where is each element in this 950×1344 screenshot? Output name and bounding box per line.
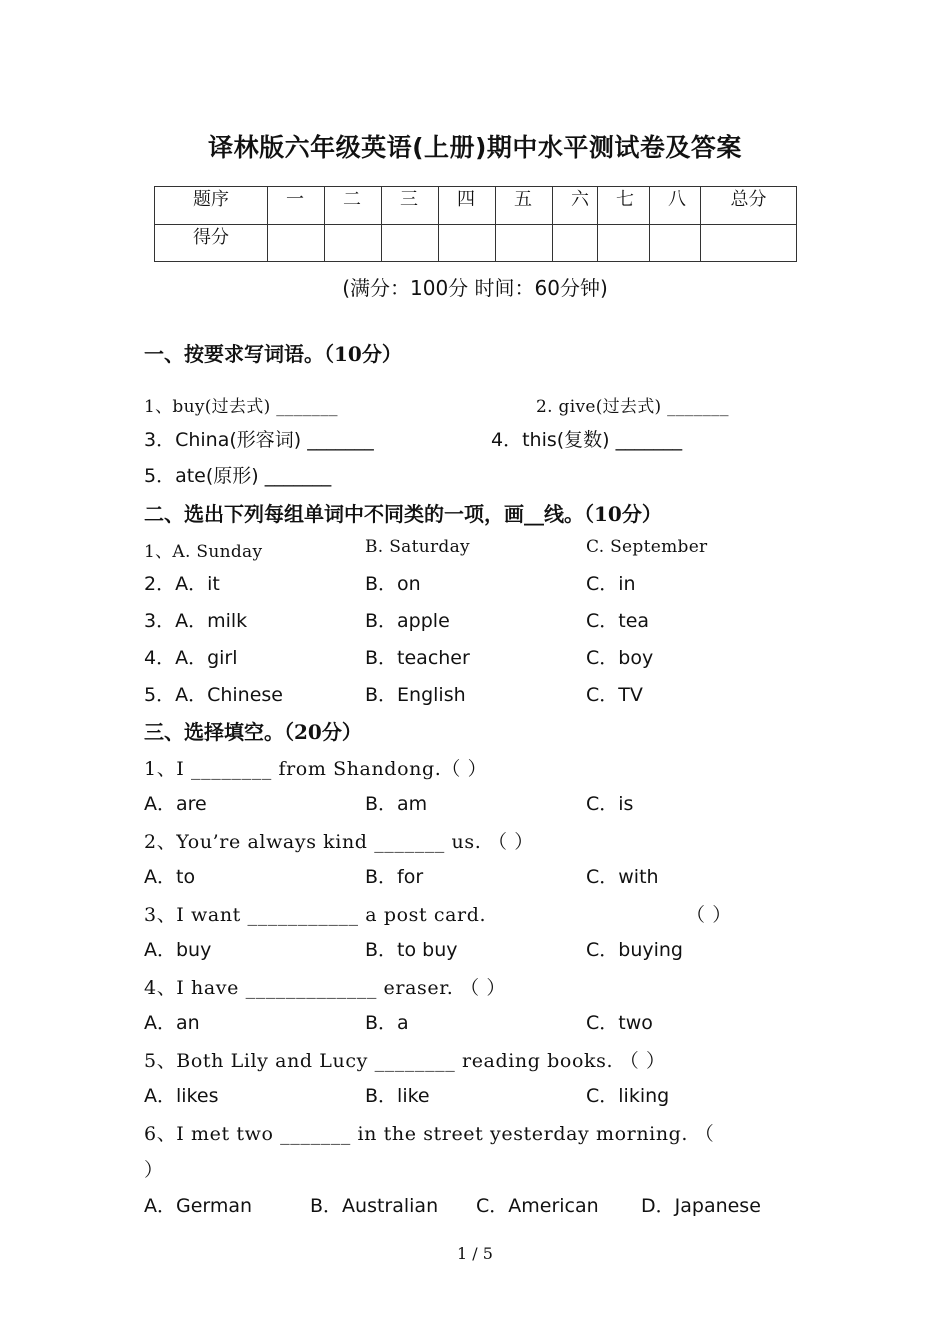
option-text: B．apple — [365, 610, 450, 632]
option-text: C．two — [586, 1012, 653, 1034]
option-text: B．a — [365, 1012, 409, 1034]
option-text: C．tea — [586, 610, 650, 632]
option-text: 3．A．milk — [144, 610, 248, 632]
table-cell: 得分 — [155, 224, 268, 262]
score-cell[interactable] — [701, 224, 797, 262]
table-cell: 七 — [598, 187, 650, 225]
question-item: 3．China(形容词) _______ — [144, 429, 374, 451]
table-cell: 三 — [382, 187, 439, 225]
score-cell[interactable] — [598, 224, 650, 262]
score-table-score-row — [155, 224, 797, 262]
answer-paren: （ ） — [686, 904, 732, 926]
option-text: B．like — [365, 1085, 430, 1107]
option-text: A．buy — [144, 939, 212, 961]
score-cell[interactable] — [439, 224, 496, 262]
table-cell: 二 — [325, 187, 382, 225]
score-table-header-row — [155, 187, 797, 225]
score-table — [154, 186, 797, 262]
score-cell[interactable] — [325, 224, 382, 262]
option-text: C．boy — [586, 647, 654, 669]
option-text: A．likes — [144, 1085, 219, 1107]
question-stem: 4、I have _____________ eraser. （ ） — [144, 977, 506, 999]
option-text: B．on — [365, 573, 421, 595]
option-text: C．is — [586, 793, 634, 815]
table-cell: 八 — [650, 187, 701, 225]
page-number: 1 / 5 — [457, 1244, 493, 1263]
score-cell[interactable] — [650, 224, 701, 262]
option-text: B. Saturday — [365, 537, 470, 557]
answer-paren: ） — [144, 1159, 164, 1181]
option-text: B．teacher — [365, 647, 470, 669]
option-text: A．are — [144, 793, 207, 815]
option-text: A．German — [144, 1195, 253, 1217]
option-text: B．am — [365, 793, 428, 815]
question-stem: 3、I want ___________ a post card. — [144, 904, 487, 926]
option-text: C．liking — [586, 1085, 670, 1107]
score-cell[interactable] — [382, 224, 439, 262]
question-item: 1、buy(过去式) _______ — [144, 397, 338, 417]
option-text: 4．A．girl — [144, 647, 238, 669]
question-stem: 2、You’re always kind _______ us. （ ） — [144, 831, 534, 853]
page-title: 译林版六年级英语(上册)期中水平测试卷及答案 — [208, 133, 742, 162]
option-text: C．with — [586, 866, 659, 888]
option-text: 5．A．Chinese — [144, 684, 283, 706]
section-heading: 二、选出下列每组单词中不同类的一项，画__线。（10分） — [144, 502, 662, 526]
option-text: B．for — [365, 866, 424, 888]
option-text: A．an — [144, 1012, 200, 1034]
section-heading: 三、选择填空。（20分） — [144, 720, 362, 744]
question-stem: 6、I met two _______ in the street yesterday morning. （ — [144, 1123, 715, 1145]
score-cell[interactable] — [553, 224, 598, 262]
option-text: D．Japanese — [641, 1195, 761, 1217]
score-cell[interactable] — [496, 224, 553, 262]
option-text: B．to buy — [365, 939, 458, 961]
section-heading: 一、按要求写词语。（10分） — [144, 342, 402, 366]
option-text: B．English — [365, 684, 466, 706]
question-item: 2. give(过去式) _______ — [536, 397, 729, 417]
question-item: 5．ate(原形) _______ — [144, 465, 332, 487]
option-text: C．American — [476, 1195, 599, 1217]
option-text: C. September — [586, 537, 708, 557]
table-cell: 一 — [268, 187, 325, 225]
option-text: C．buying — [586, 939, 683, 961]
question-stem: 1、I ________ from Shandong.（ ） — [144, 758, 488, 780]
table-cell: 四 — [439, 187, 496, 225]
option-text: B．Australian — [310, 1195, 439, 1217]
option-text: 1、A. Sunday — [144, 542, 263, 562]
question-item: 4．this(复数) _______ — [491, 429, 683, 451]
question-stem: 5、Both Lily and Lucy ________ reading books. （ ） — [144, 1050, 666, 1072]
option-text: 2．A．it — [144, 573, 220, 595]
option-text: C．TV — [586, 684, 643, 706]
exam-info: (满分：100分 时间：60分钟) — [342, 276, 608, 300]
option-text: A．to — [144, 866, 196, 888]
table-cell: 五 — [496, 187, 553, 225]
score-cell[interactable] — [268, 224, 325, 262]
table-cell: 总分 — [701, 187, 797, 225]
table-cell: 六 — [553, 187, 598, 225]
option-text: C．in — [586, 573, 636, 595]
table-cell: 题序 — [155, 187, 268, 225]
